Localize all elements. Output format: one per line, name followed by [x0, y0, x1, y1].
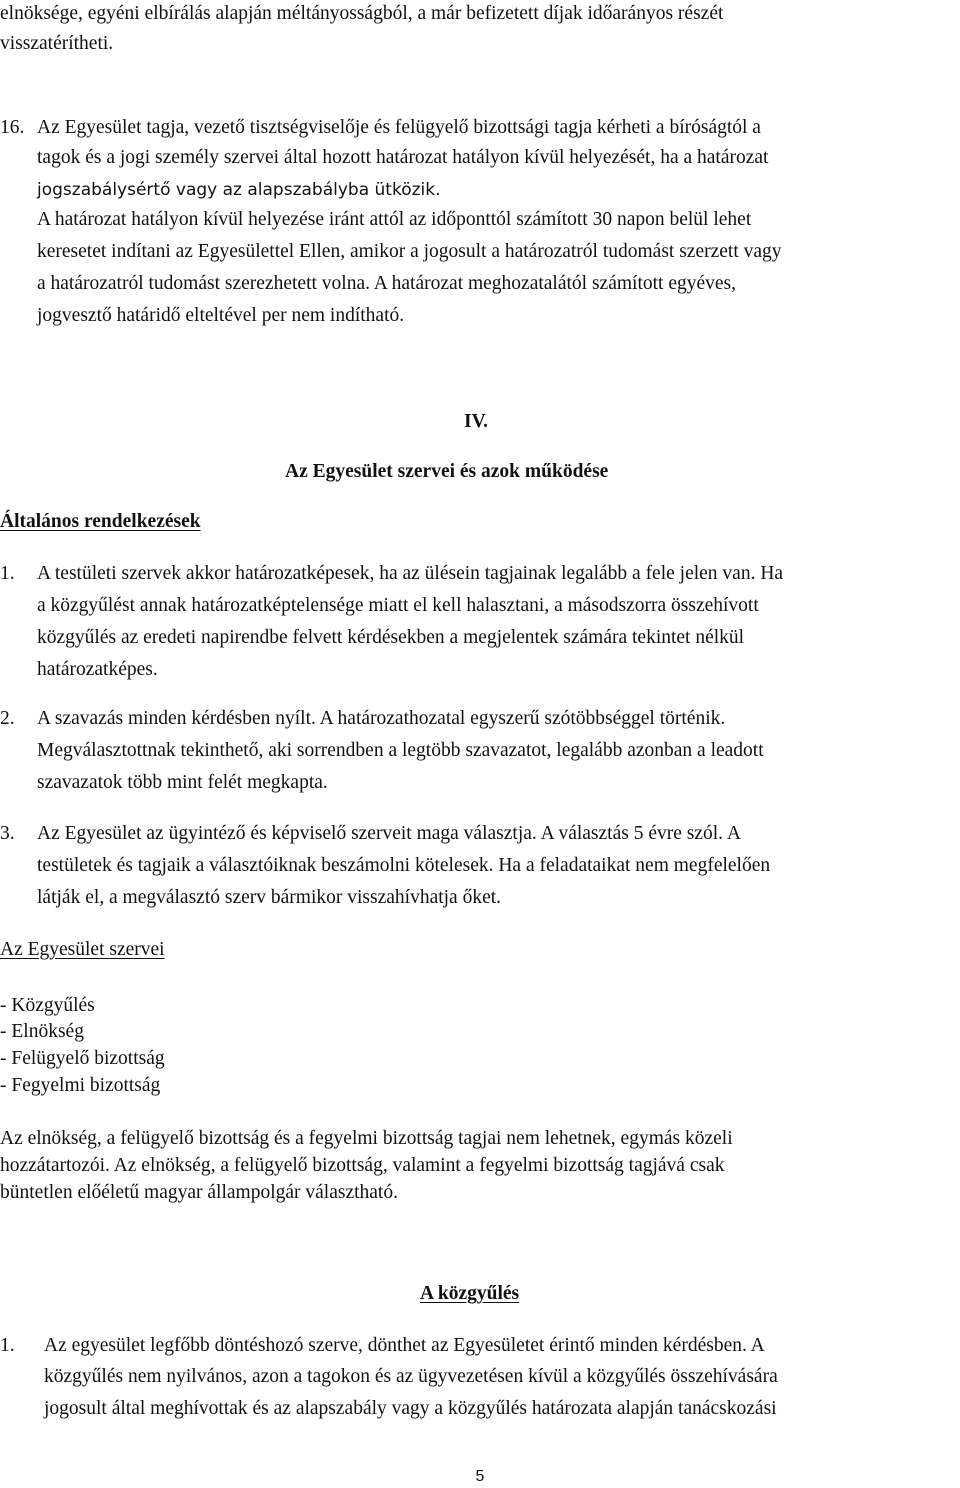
text-line: Megválasztottnak tekinthető, aki sorrendben a legtöbb szavazatot, legalább azonban a leadott: [37, 740, 764, 761]
text-line: Az Egyesület az ügyintéző és képviselő szerveit maga választja. A választás 5 évre szól. A: [37, 823, 741, 844]
paragraph-number: 2.: [0, 708, 15, 729]
section-number: IV.: [464, 411, 489, 432]
text-line: a közgyűlést annak határozatképtelensége miatt el kell halasztani, a másodszorra összehívott: [37, 595, 759, 616]
list-item: - Felügyelő bizottság: [0, 1048, 165, 1069]
paragraph-number: 3.: [0, 823, 15, 844]
text-line: közgyűlés nem nyilvános, azon a tagokon és az ügyvezetésen kívül a közgyűlés összehívására: [44, 1366, 778, 1387]
text-line: határozatképes.: [37, 659, 158, 680]
text-line: A határozat hatályon kívül helyezése iránt attól az időponttól számított 30 napon belül lehet: [37, 209, 752, 230]
text-line: A szavazás minden kérdésben nyílt. A határozathozatal egyszerű szótöbbséggel történik.: [37, 708, 726, 729]
paragraph-number: 16.: [0, 117, 25, 138]
subheading-organs: Az Egyesület szervei: [0, 939, 165, 960]
text-line: Az elnökség, a felügyelő bizottság és a fegyelmi bizottság tagjai nem lehetnek, egymás közeli: [0, 1128, 733, 1149]
text-line: elnöksége, egyéni elbírálás alapján méltányosságból, a már befizetett díjak időarányos részét: [0, 3, 724, 24]
section-title: Az Egyesület szervei és azok működése: [285, 461, 609, 482]
text-line: testületek és tagjaik a választóiknak beszámolni kötelesek. Ha a feladataikat nem megfelelően: [37, 855, 771, 876]
text-line: hozzátartozói. Az elnökség, a felügyelő bizottság, valamint a fegyelmi bizottság tagjává csak: [0, 1155, 725, 1176]
list-item: - Elnökség: [0, 1021, 84, 1042]
paragraph-number: 1.: [0, 1335, 15, 1356]
subheading-assembly: A közgyűlés: [420, 1283, 520, 1304]
text-line: visszatérítheti.: [0, 33, 114, 54]
page-number: 5: [475, 1468, 485, 1485]
list-item: - Fegyelmi bizottság: [0, 1075, 161, 1096]
list-item: - Közgyűlés: [0, 995, 95, 1016]
text-line: jogszabálysértő vagy az alapszabályba ütközik.: [37, 180, 441, 200]
text-line: Az Egyesület tagja, vezető tisztségviselője és felügyelő bizottsági tagja kérheti a bíróságtól a: [37, 117, 761, 138]
subheading-general: Általános rendelkezések: [0, 511, 201, 532]
text-line: A testületi szervek akkor határozatképesek, ha az ülésein tagjainak legalább a fele jelen van. Ha: [37, 563, 784, 584]
text-line: a határozatról tudomást szerezhetett volna. A határozat meghozatalától számított egyéves,: [37, 273, 737, 294]
text-line: látják el, a megválasztó szerv bármikor visszahívhatja őket.: [37, 887, 502, 908]
text-line: jogvesztő határidő elteltével per nem indítható.: [37, 305, 405, 326]
text-line: szavazatok több mint felét megkapta.: [37, 772, 328, 793]
text-line: tagok és a jogi személy szervei által hozott határozat hatályon kívül helyezését, ha a határozat: [37, 147, 769, 168]
text-line: büntetlen előéletű magyar állampolgár választható.: [0, 1182, 398, 1203]
text-line: közgyűlés az eredeti napirendbe felvett kérdésekben a megjelentek számára tekintet nélkül: [37, 627, 745, 648]
text-line: jogosult által meghívottak és az alapszabály vagy a közgyűlés határozata alapján tanácskozási: [44, 1398, 777, 1419]
text-line: keresetet indítani az Egyesülettel Ellen, amikor a jogosult a határozatról tudomást szerzett vagy: [37, 241, 782, 262]
paragraph-number: 1.: [0, 563, 15, 584]
text-line: Az egyesület legfőbb döntéshozó szerve, dönthet az Egyesületet érintő minden kérdésben. A: [44, 1335, 765, 1356]
